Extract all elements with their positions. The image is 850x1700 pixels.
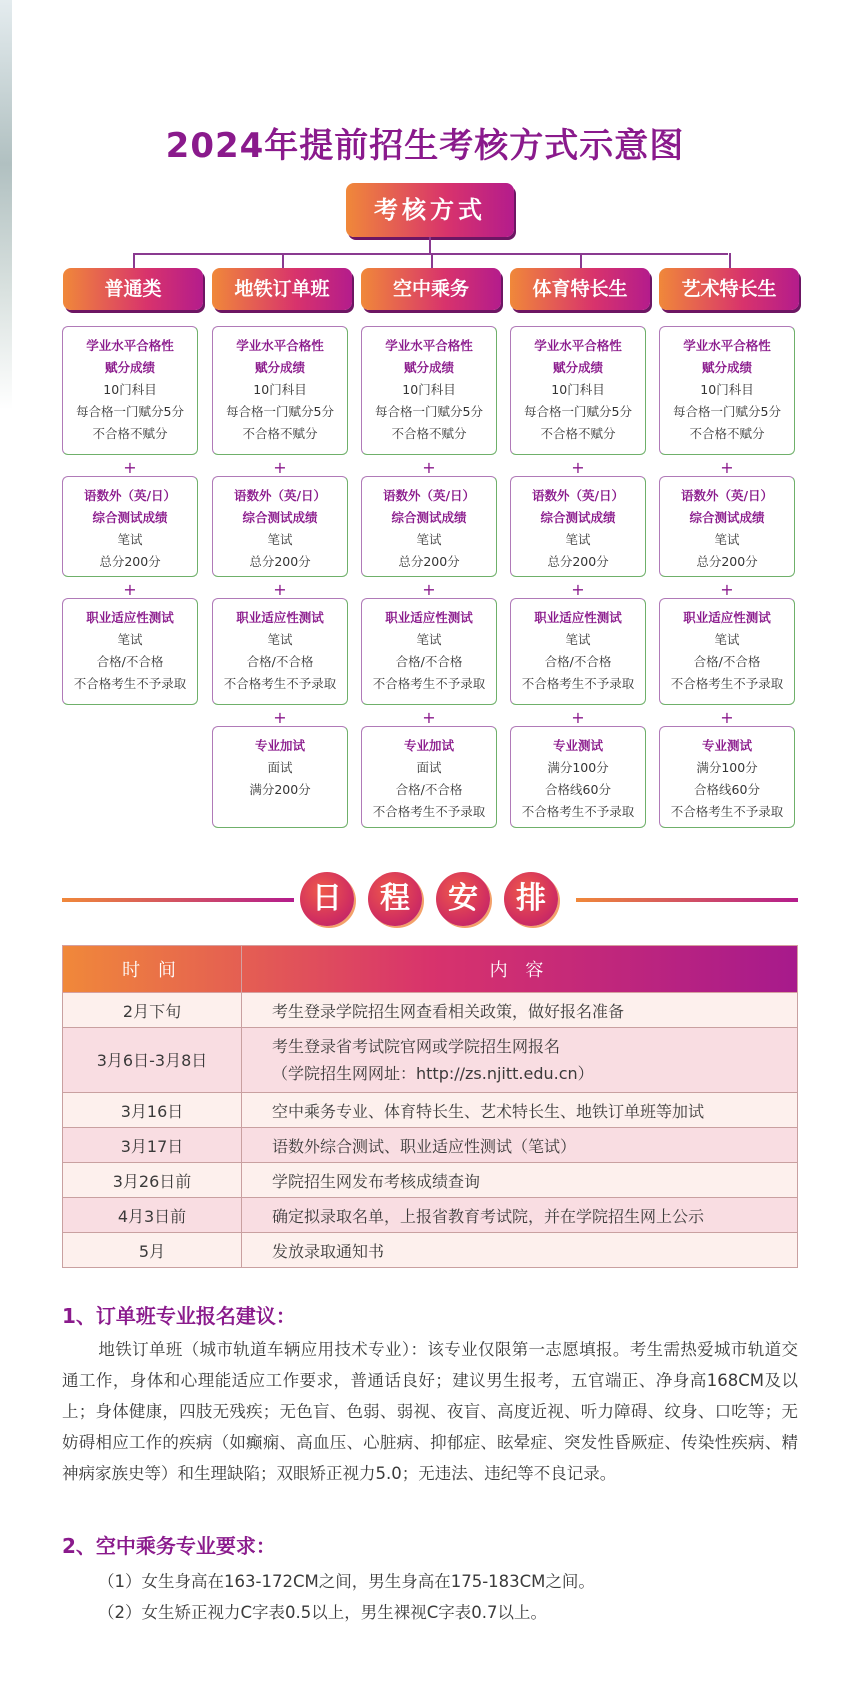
block-line: 不合格考生不予录取 [670, 804, 784, 819]
block-heading: 语数外（英/日） [233, 488, 327, 503]
block-line: 不合格考生不予录取 [73, 676, 187, 691]
block-line: 10门科目 [253, 382, 307, 397]
divider-left [62, 898, 294, 902]
header-content: 内 容 [242, 946, 798, 993]
schedule-content-line: 发放录取通知书 [272, 1241, 385, 1261]
block-line: 10门科目 [551, 382, 605, 397]
schedule-content [242, 1233, 798, 1268]
assessment-block [212, 476, 348, 577]
block-line: 面试 [267, 760, 293, 775]
schedule-content-line: （学院招生网网址：http://zs.njitt.edu.cn） [272, 1064, 594, 1083]
block-line: 总分200分 [398, 554, 460, 569]
tree-connector-drop [133, 253, 135, 268]
block-heading: 赋分成绩 [254, 360, 305, 375]
schedule-row [63, 1128, 798, 1163]
block-line: 面试 [416, 760, 442, 775]
schedule-content-line: 考生登录省考试院官网或学院招生网报名 [272, 1037, 561, 1056]
schedule-row [63, 1028, 798, 1093]
plus-sign: + [720, 580, 734, 599]
assessment-method-root: 考核方式 [346, 183, 514, 237]
plus-sign: + [273, 708, 287, 727]
block-line: 总分200分 [696, 554, 758, 569]
block-line: 笔试 [565, 532, 591, 547]
plus-sign: + [720, 458, 734, 477]
block-line: 不合格不赋分 [242, 426, 318, 441]
block-line: 不合格考生不予录取 [670, 676, 784, 691]
block-line: 不合格不赋分 [689, 426, 765, 441]
block-line: 不合格不赋分 [92, 426, 168, 441]
block-line: 不合格考生不予录取 [372, 676, 486, 691]
plus-sign: + [422, 580, 436, 599]
section1-text [62, 1334, 798, 1489]
assessment-block [62, 326, 198, 455]
block-heading: 综合测试成绩 [242, 510, 318, 525]
block-line: 笔试 [117, 532, 143, 547]
schedule-row [63, 1093, 798, 1128]
schedule-content-line: 语数外综合测试、职业适应性测试（笔试） [272, 1136, 577, 1156]
block-line: 不合格考生不予录取 [223, 676, 337, 691]
block-heading: 学业水平合格性 [534, 338, 622, 353]
plus-sign: + [273, 580, 287, 599]
schedule-time: 5月 [63, 1233, 242, 1268]
schedule-content-line: 确定拟录取名单，上报省教育考试院，并在学院招生网上公示 [272, 1206, 705, 1226]
block-line: 满分100分 [696, 760, 758, 775]
block-line: 满分200分 [249, 782, 311, 797]
schedule-content [242, 1198, 798, 1233]
block-line: 合格/不合格 [395, 782, 463, 797]
block-heading: 语数外（英/日） [680, 488, 774, 503]
block-line: 笔试 [117, 632, 143, 647]
block-heading: 职业适应性测试 [236, 610, 324, 625]
assessment-block [659, 476, 795, 577]
assessment-block [659, 326, 795, 455]
block-line: 10门科目 [103, 382, 157, 397]
section2-title: 2、空中乘务专业要求： [62, 1534, 276, 1558]
block-heading: 综合测试成绩 [540, 510, 616, 525]
block-line: 满分100分 [547, 760, 609, 775]
block-line: 每合格一门赋分5分 [76, 404, 184, 419]
header-time: 时 间 [63, 946, 242, 993]
schedule-content [242, 1028, 798, 1093]
category-label: 艺术特长生 [659, 268, 799, 310]
section1-title: 1、订单班专业报名建议： [62, 1304, 296, 1328]
block-line: 不合格不赋分 [391, 426, 467, 441]
plus-sign: + [123, 580, 137, 599]
category-label: 空中乘务 [361, 268, 501, 310]
assessment-block [361, 726, 497, 828]
assessment-block [361, 326, 497, 455]
schedule-table [62, 945, 798, 1268]
section1-text-body: 地铁订单班（城市轨道车辆应用技术专业）：该专业仅限第一志愿填报。考生需热爱城市轨道交通工作，身体和心理能适应工作要求，普通话良好；建议男生报考，五官端正、净身高168CM及以上；身体健康，四肢无残疾；无色盲、色弱、弱视、夜盲、高度近视、听力障碍、纹身、口吃等；无妨碍相应工作的疾病（如癫痫、高血压、心脏病、抑郁症、眩晕症、突发性昏厥症、传染性疾病、精神病家族史等）和生理缺陷；双眼矫正视力5.0；无违法、违纪等不良记录。 [62, 1340, 798, 1483]
block-line: 笔试 [714, 532, 740, 547]
category-label: 体育特长生 [510, 268, 650, 310]
page-title: 2024年提前招生考核方式示意图 [165, 126, 685, 166]
schedule-content-line: 空中乘务专业、体育特长生、艺术特长生、地铁订单班等加试 [272, 1101, 705, 1121]
block-heading: 职业适应性测试 [86, 610, 174, 625]
block-line: 笔试 [565, 632, 591, 647]
block-line: 合格/不合格 [693, 654, 761, 669]
schedule-content [242, 993, 798, 1028]
schedule-time: 3月26日前 [63, 1163, 242, 1198]
block-heading: 职业适应性测试 [683, 610, 771, 625]
tree-connector-drop [431, 253, 433, 268]
block-heading: 综合测试成绩 [92, 510, 168, 525]
assessment-block [212, 326, 348, 455]
requirement-item: （2）女生矫正视力C字表0.5以上，男生裸视C字表0.7以上。 [98, 1603, 548, 1622]
schedule-time: 3月16日 [63, 1093, 242, 1128]
block-heading: 赋分成绩 [403, 360, 454, 375]
category-label: 普通类 [63, 268, 203, 310]
block-line: 合格/不合格 [96, 654, 164, 669]
block-heading: 职业适应性测试 [534, 610, 622, 625]
schedule-title-char: 排 [504, 872, 558, 926]
block-line: 笔试 [416, 632, 442, 647]
plus-sign: + [422, 708, 436, 727]
schedule-time: 3月17日 [63, 1128, 242, 1163]
block-heading: 学业水平合格性 [385, 338, 473, 353]
block-line: 不合格考生不予录取 [372, 804, 486, 819]
block-line: 不合格考生不予录取 [521, 676, 635, 691]
schedule-content-line: 考生登录学院招生网查看相关政策，做好报名准备 [272, 1001, 625, 1021]
block-line: 每合格一门赋分5分 [524, 404, 632, 419]
block-line: 笔试 [416, 532, 442, 547]
assessment-block [62, 598, 198, 705]
assessment-block [510, 476, 646, 577]
assessment-block [510, 726, 646, 828]
assessment-block [510, 598, 646, 705]
block-line: 笔试 [267, 632, 293, 647]
block-line: 合格/不合格 [395, 654, 463, 669]
block-line: 合格线60分 [545, 782, 611, 797]
block-line: 笔试 [714, 632, 740, 647]
schedule-title-char: 安 [436, 872, 490, 926]
plus-sign: + [571, 708, 585, 727]
block-heading: 专业测试 [552, 738, 603, 753]
plus-sign: + [571, 580, 585, 599]
tree-connector-drop [580, 253, 582, 268]
block-heading: 综合测试成绩 [689, 510, 765, 525]
plus-sign: + [571, 458, 585, 477]
block-line: 不合格考生不予录取 [521, 804, 635, 819]
block-heading: 语数外（英/日） [83, 488, 177, 503]
assessment-block [361, 476, 497, 577]
schedule-content [242, 1128, 798, 1163]
schedule-time: 3月6日-3月8日 [63, 1028, 242, 1093]
block-line: 总分200分 [249, 554, 311, 569]
assessment-block [659, 726, 795, 828]
block-line: 每合格一门赋分5分 [226, 404, 334, 419]
schedule-title-char: 日 [300, 872, 354, 926]
background-photo-strip [0, 0, 12, 410]
block-line: 不合格不赋分 [540, 426, 616, 441]
block-line: 每合格一门赋分5分 [673, 404, 781, 419]
block-heading: 职业适应性测试 [385, 610, 473, 625]
block-line: 10门科目 [700, 382, 754, 397]
schedule-title-char: 程 [368, 872, 422, 926]
schedule-header-row [63, 946, 798, 993]
schedule-row [63, 1198, 798, 1233]
plus-sign: + [720, 708, 734, 727]
block-line: 每合格一门赋分5分 [375, 404, 483, 419]
schedule-content-line: 学院招生网发布考核成绩查询 [272, 1171, 481, 1191]
plus-sign: + [123, 458, 137, 477]
schedule-content [242, 1163, 798, 1198]
block-line: 10门科目 [402, 382, 456, 397]
block-heading: 专业加试 [403, 738, 454, 753]
divider-right [576, 898, 798, 902]
block-heading: 语数外（英/日） [382, 488, 476, 503]
schedule-row [63, 993, 798, 1028]
plus-sign: + [422, 458, 436, 477]
block-heading: 语数外（英/日） [531, 488, 625, 503]
plus-sign: + [273, 458, 287, 477]
block-heading: 学业水平合格性 [683, 338, 771, 353]
block-heading: 赋分成绩 [552, 360, 603, 375]
category-label: 地铁订单班 [212, 268, 352, 310]
assessment-block [212, 598, 348, 705]
assessment-block [510, 326, 646, 455]
block-line: 合格线60分 [694, 782, 760, 797]
schedule-row [63, 1163, 798, 1198]
block-line: 合格/不合格 [246, 654, 314, 669]
assessment-block [62, 476, 198, 577]
schedule-content [242, 1093, 798, 1128]
block-heading: 学业水平合格性 [236, 338, 324, 353]
tree-connector-vertical [429, 237, 431, 254]
block-line: 总分200分 [547, 554, 609, 569]
block-heading: 综合测试成绩 [391, 510, 467, 525]
schedule-row [63, 1233, 798, 1268]
block-line: 合格/不合格 [544, 654, 612, 669]
block-heading: 专业测试 [701, 738, 752, 753]
assessment-block [659, 598, 795, 705]
block-heading: 赋分成绩 [701, 360, 752, 375]
schedule-time: 4月3日前 [63, 1198, 242, 1233]
block-heading: 学业水平合格性 [86, 338, 174, 353]
block-line: 总分200分 [99, 554, 161, 569]
assessment-block [212, 726, 348, 828]
tree-connector-drop [282, 253, 284, 268]
requirement-item: （1）女生身高在163-172CM之间，男生身高在175-183CM之间。 [98, 1572, 595, 1591]
block-line: 笔试 [267, 532, 293, 547]
tree-connector-drop [729, 253, 731, 268]
block-heading: 赋分成绩 [104, 360, 155, 375]
block-heading: 专业加试 [254, 738, 305, 753]
assessment-block [361, 598, 497, 705]
schedule-time: 2月下旬 [63, 993, 242, 1028]
